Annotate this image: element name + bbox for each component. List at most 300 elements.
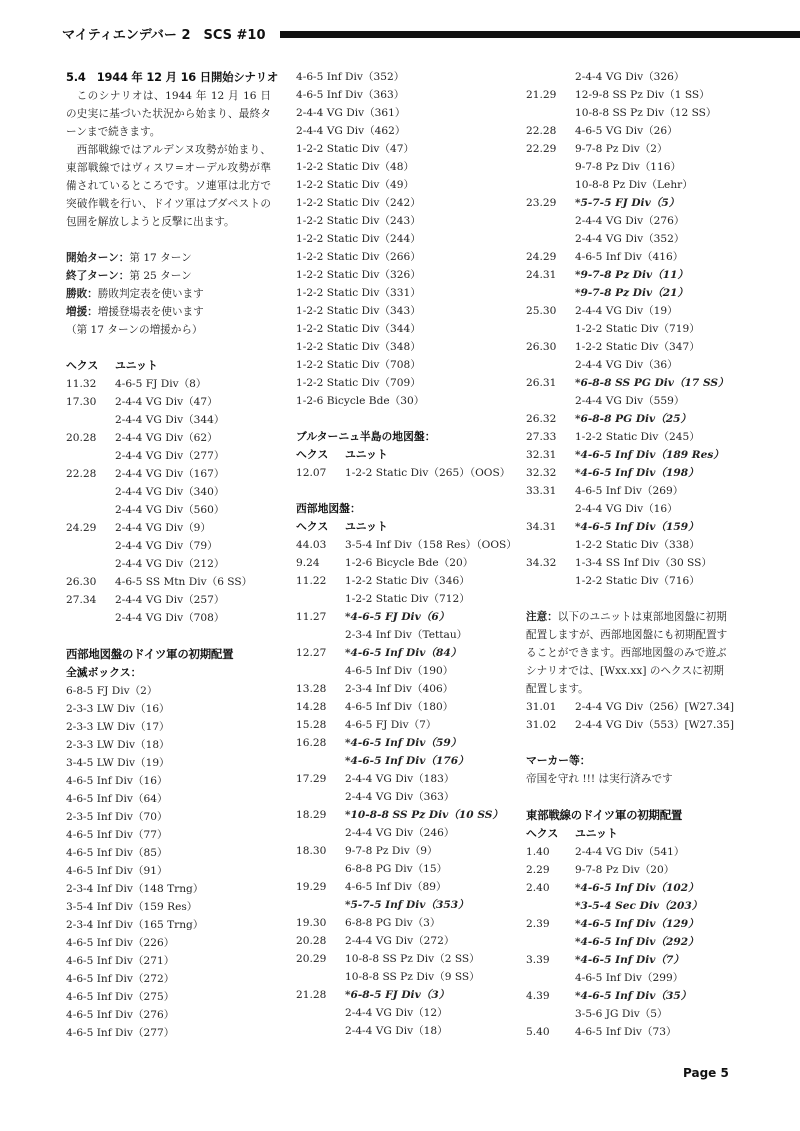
list-item: [526, 302, 746, 320]
markers-label: マーカー等：: [526, 754, 591, 767]
unit-cell: 1-2-2 Static Div（344）: [296, 323, 421, 335]
list-item: [296, 950, 506, 968]
unit-cell: 1-2-2 Static Div（346）: [345, 575, 470, 587]
unit-cell: 4-6-5 Inf Div（275）: [66, 991, 175, 1003]
list-item: [526, 374, 746, 392]
hex-cell: 27.33: [526, 431, 557, 443]
west-setup-heading: 西部地図盤のドイツ軍の初期配置: [66, 647, 234, 661]
unit-cell: 1-2-2 Static Div（331）: [296, 287, 421, 299]
unit-cell: 2-3-3 LW Div（18）: [66, 739, 170, 751]
unit-cell: 2-3-5 Inf Div（70）: [66, 811, 168, 823]
hex-cell: 18.29: [296, 809, 327, 821]
unit-cell: 1-2-2 Static Div（708）: [296, 359, 421, 371]
hex-cell: 21.28: [296, 989, 327, 1001]
hex-cell: 24.31: [526, 269, 557, 281]
list-item: [296, 968, 506, 986]
unit-cell: *9-7-8 Pz Div（11）: [575, 269, 689, 281]
list-item: [526, 969, 746, 987]
unit-cell: 3-5-4 Inf Div（158 Res）（OOS）: [345, 539, 517, 551]
start-turn: 開始ターン：第 17 ターン: [66, 252, 192, 264]
unit-cell: *4-6-5 Inf Div（7）: [575, 954, 684, 966]
brittany-heading: ブルターニュ半島の地図盤：: [296, 430, 436, 443]
unit-cell: 4-6-5 FJ Div（8）: [115, 378, 207, 390]
list-item: [66, 1024, 271, 1042]
unit-cell: 4-6-5 Inf Div（269）: [575, 485, 684, 497]
unit-cell: 1-3-4 SS Inf Div（30 SS）: [575, 557, 712, 569]
list-item: [296, 176, 506, 194]
unit-cell: 3-5-4 Inf Div（159 Res）: [66, 901, 198, 913]
unit-cell: 2-4-4 VG Div（553）[W27.35]: [575, 719, 734, 731]
unit-cell: 9-7-8 Pz Div（116）: [575, 161, 682, 173]
list-item: [66, 375, 271, 393]
list-item: [296, 230, 506, 248]
unit-cell: 2-3-3 LW Div（17）: [66, 721, 170, 733]
list-item: [526, 879, 746, 897]
unit-cell: 4-6-5 Inf Div（77）: [66, 829, 168, 841]
list-item: [66, 718, 271, 736]
unit-cell: *4-6-5 Inf Div（176）: [345, 755, 469, 767]
list-item: [526, 248, 746, 266]
note-line-4: 配置します。: [526, 683, 589, 695]
unit-cell: 1-2-2 Static Div（709）: [296, 377, 421, 389]
list-item: [526, 356, 746, 374]
list-item: [296, 860, 506, 878]
unit-cell: *4-6-5 Inf Div（189 Res）: [575, 449, 724, 461]
unit-cell: 2-3-4 Inf Div（Tettau）: [345, 629, 468, 641]
unit-cell: 9-7-8 Pz Div（9）: [345, 845, 438, 857]
unit-cell: *5-7-5 Inf Div（353）: [345, 899, 469, 911]
unit-cell: 1-2-2 Static Div（49）: [296, 179, 415, 191]
unit-cell: 4-6-5 Inf Div（276）: [66, 1009, 175, 1021]
reinforcements-note: （第 17 ターンの増援から）: [66, 324, 203, 336]
list-item: [296, 374, 506, 392]
unit-cell: 1-2-2 Static Div（347）: [575, 341, 700, 353]
hex-cell: 21.29: [526, 89, 557, 101]
list-item: [526, 933, 746, 951]
list-item: [526, 843, 746, 861]
list-item: [526, 284, 746, 302]
header-title: マイティエンデバー 2 SCS #10: [62, 28, 266, 43]
list-item: [296, 212, 506, 230]
unit-cell: 4-6-5 Inf Div（73）: [575, 1026, 677, 1038]
list-item: [66, 411, 271, 429]
hex-cell: 3.39: [526, 954, 550, 966]
unit-cell: 2-4-4 VG Div（462）: [296, 125, 406, 137]
list-item: [526, 212, 746, 230]
hex-cell: 2.39: [526, 918, 550, 930]
unit-cell: 2-4-4 VG Div（559）: [575, 395, 685, 407]
hex-cell: 22.28: [526, 125, 557, 137]
unit-cell: *6-8-8 PG Div（25）: [575, 413, 692, 425]
list-item: [526, 446, 746, 464]
scenario-paragraph-2: 西部戦線ではアルデンヌ攻勢が始まり、東部戦線ではヴィスワ=オーデル攻勢が準備されているところです。ソ連軍は北方で突破作戦を行い、ドイツ軍はブダペストの包囲を解放しようと反撃に出ます。: [66, 144, 271, 228]
list-item: [526, 716, 746, 734]
elim-box-label: 全滅ボックス：: [66, 666, 142, 679]
list-item: [66, 808, 271, 826]
list-item: [296, 932, 506, 950]
unit-cell: *10-8-8 SS Pz Div（10 SS）: [345, 809, 503, 821]
list-item: [526, 698, 746, 716]
list-item: [66, 609, 271, 627]
unit-cell: 2-4-4 VG Div（246）: [345, 827, 455, 839]
hex-cell: 14.28: [296, 701, 327, 713]
list-item: [66, 501, 271, 519]
unit-cell: 4-6-5 SS Mtn Div（6 SS）: [115, 576, 253, 588]
list-item: [526, 176, 746, 194]
unit-cell: 2-4-4 VG Div（326）: [575, 71, 685, 83]
list-item: [296, 392, 506, 410]
unit-cell: 2-4-4 VG Div（344）: [115, 414, 225, 426]
unit-cell: 4-6-5 Inf Div（64）: [66, 793, 168, 805]
unit-cell: *4-6-5 Inf Div（292）: [575, 936, 699, 948]
list-item: [66, 1006, 271, 1024]
unit-cell: 1-2-2 Static Div（712）: [345, 593, 470, 605]
unit-cell: 4-6-5 Inf Div（299）: [575, 972, 684, 984]
unit-cell: 1-2-2 Static Div（265）（OOS）: [345, 467, 511, 479]
list-item: [66, 591, 271, 609]
unit-cell: 2-4-4 VG Div（352）: [575, 233, 685, 245]
hex-cell: 20.28: [296, 935, 327, 947]
list-item: [66, 700, 271, 718]
list-item: [66, 844, 271, 862]
unit-cell: 4-6-5 Inf Div（16）: [66, 775, 168, 787]
unit-cell: 2-3-4 Inf Div（165 Trng）: [66, 919, 204, 931]
list-item: [526, 897, 746, 915]
hex-cell: 13.28: [296, 683, 327, 695]
hex-cell: 22.29: [526, 143, 557, 155]
list-item: [296, 266, 506, 284]
unit-cell: 4-6-5 Inf Div（85）: [66, 847, 168, 859]
unit-cell: 10-8-8 Pz Div（Lehr）: [575, 179, 693, 191]
unit-cell: 2-4-4 VG Div（47）: [115, 396, 218, 408]
unit-cell: 1-2-2 Static Div（348）: [296, 341, 421, 353]
list-item: [296, 356, 506, 374]
unit-cell: 1-2-6 Bicycle Bde（20）: [345, 557, 474, 569]
list-item: [296, 716, 506, 734]
unit-cell: 10-8-8 SS Pz Div（9 SS）: [345, 971, 480, 983]
hex-cell: 24.29: [526, 251, 557, 263]
unit-cell: 2-4-4 VG Div（12）: [345, 1007, 448, 1019]
list-item: [66, 393, 271, 411]
hex-cell: 25.30: [526, 305, 557, 317]
unit-cell: 4-6-5 Inf Div（363）: [296, 89, 405, 101]
list-item: [296, 842, 506, 860]
unit-cell: 9-7-8 Pz Div（2）: [575, 143, 668, 155]
list-item: [66, 934, 271, 952]
list-item: [296, 734, 506, 752]
list-item: [296, 986, 506, 1004]
hex-cell: 18.30: [296, 845, 327, 857]
unit-cell: *5-7-5 FJ Div（5）: [575, 197, 680, 209]
column-1: [66, 68, 279, 1042]
east-header: ヘクス ユニット: [526, 827, 618, 840]
setup-list-1: [66, 375, 271, 627]
hex-cell: 31.01: [526, 701, 557, 713]
list-item: [66, 519, 271, 537]
scenario-heading: 5.4 1944 年 12 月 16 日開始シナリオ: [66, 70, 279, 84]
unit-cell: 4-6-5 Inf Div（89）: [345, 881, 447, 893]
hex-cell: 11.32: [66, 378, 97, 390]
unit-cell: 4-6-5 FJ Div（7）: [345, 719, 437, 731]
unit-cell: 1-2-2 Static Div（338）: [575, 539, 700, 551]
unit-cell: *4-6-5 Inf Div（59）: [345, 737, 462, 749]
list-item: [296, 248, 506, 266]
hex-cell: 20.29: [296, 953, 327, 965]
unit-cell: *4-6-5 Inf Div（102）: [575, 882, 699, 894]
unit-cell: *6-8-8 SS PG Div（17 SS）: [575, 377, 729, 389]
list1-header: ヘクス ユニット: [66, 359, 158, 372]
unit-cell: *4-6-5 Inf Div（159）: [575, 521, 699, 533]
brittany-list: [296, 464, 511, 482]
hex-cell: 12.07: [296, 467, 327, 479]
hex-cell: 19.30: [296, 917, 327, 929]
hex-cell: 22.28: [66, 468, 97, 480]
unit-cell: 2-4-4 VG Div（276）: [575, 215, 685, 227]
list-item: [296, 824, 506, 842]
hex-cell: 34.32: [526, 557, 557, 569]
hex-cell: 9.24: [296, 557, 320, 569]
unit-cell: 4-6-5 Inf Div（271）: [66, 955, 175, 967]
unit-cell: 4-6-5 Inf Div（272）: [66, 973, 175, 985]
unit-cell: *3-5-4 Sec Div（203）: [575, 900, 703, 912]
list-item: [296, 554, 506, 572]
unit-cell: 4-6-5 Inf Div（91）: [66, 865, 168, 877]
hex-cell: 27.34: [66, 594, 97, 606]
end-turn: 終了ターン：第 25 ターン: [66, 270, 192, 282]
unit-cell: *4-6-5 FJ Div（6）: [345, 611, 450, 623]
unit-cell: *4-6-5 Inf Div（198）: [575, 467, 699, 479]
unit-cell: 4-6-5 Inf Div（352）: [296, 71, 405, 83]
list-item: [66, 465, 271, 483]
list-item: [296, 536, 517, 554]
list-item: [526, 915, 746, 933]
unit-cell: 1-2-2 Static Div（326）: [296, 269, 421, 281]
west-map-list-cont: [526, 68, 746, 590]
unit-cell: 2-3-4 Inf Div（406）: [345, 683, 454, 695]
list-item: [296, 806, 506, 824]
list-item: [296, 194, 506, 212]
hex-cell: 16.28: [296, 737, 327, 749]
list-item: [526, 122, 746, 140]
west-map-heading: 西部地図盤：: [296, 502, 361, 515]
hex-cell: 5.40: [526, 1026, 550, 1038]
list-item: [296, 1004, 506, 1022]
hex-cell: 33.31: [526, 485, 557, 497]
hex-cell: 20.28: [66, 432, 97, 444]
markers-text: 帝国を守れ !!! は実行済みです: [526, 773, 673, 785]
hex-cell: 32.32: [526, 467, 557, 479]
hex-cell: 31.02: [526, 719, 557, 731]
list-item: [296, 626, 506, 644]
unit-cell: 2-4-4 VG Div（212）: [115, 558, 225, 570]
unit-cell: 2-4-4 VG Div（363）: [345, 791, 455, 803]
list-item: [296, 896, 506, 914]
list-item: [66, 970, 271, 988]
unit-cell: *9-7-8 Pz Div（21）: [575, 287, 689, 299]
list-item: [296, 104, 506, 122]
unit-cell: 4-6-5 Inf Div（180）: [345, 701, 454, 713]
unit-cell: 2-3-4 Inf Div（148 Trng）: [66, 883, 204, 895]
hex-cell: 11.27: [296, 611, 327, 623]
list-item: [296, 788, 506, 806]
list-item: [296, 662, 506, 680]
list-item: [296, 338, 506, 356]
unit-cell: 1-2-2 Static Div（47）: [296, 143, 415, 155]
unit-cell: 10-8-8 SS Pz Div（12 SS）: [575, 107, 717, 119]
unit-cell: 4-6-5 Inf Div（226）: [66, 937, 175, 949]
unit-cell: 2-4-4 VG Div（183）: [345, 773, 455, 785]
list-item: [526, 861, 746, 879]
hex-cell: 26.30: [66, 576, 97, 588]
note-line-0: 注意：以下のユニットは東部地図盤に初期: [526, 611, 727, 623]
list-item: [296, 140, 506, 158]
unit-cell: 1-2-2 Static Div（244）: [296, 233, 421, 245]
list-item: [66, 483, 271, 501]
list-item: [296, 752, 506, 770]
unit-cell: 1-2-2 Static Div（245）: [575, 431, 700, 443]
note-line-1: 配置しますが、西部地図盤にも初期配置す: [526, 629, 728, 641]
hex-cell: 11.22: [296, 575, 327, 587]
hex-cell: 19.29: [296, 881, 327, 893]
list-item: [526, 1023, 746, 1041]
unit-cell: 1-2-2 Static Div（719）: [575, 323, 700, 335]
unit-cell: 2-3-3 LW Div（16）: [66, 703, 170, 715]
list-item: [296, 590, 506, 608]
hex-cell: 26.32: [526, 413, 557, 425]
unit-cell: 2-4-4 VG Div（708）: [115, 612, 225, 624]
list-item: [296, 302, 506, 320]
hex-cell: 4.39: [526, 990, 550, 1002]
list-item: [526, 68, 746, 86]
list-item: [526, 338, 746, 356]
page-number: Page 5: [683, 1066, 729, 1080]
list-item: [526, 428, 746, 446]
hex-cell: 24.29: [66, 522, 97, 534]
unit-cell: *4-6-5 Inf Div（129）: [575, 918, 699, 930]
hex-cell: 23.29: [526, 197, 557, 209]
hex-cell: 17.29: [296, 773, 327, 785]
hex-cell: 44.03: [296, 539, 327, 551]
unit-cell: 1-2-2 Static Div（243）: [296, 215, 421, 227]
list-item: [66, 898, 271, 916]
east-heading: 東部戦線のドイツ軍の初期配置: [526, 808, 683, 822]
unit-cell: 2-4-4 VG Div（9）: [115, 522, 212, 534]
unit-cell: 9-7-8 Pz Div（20）: [575, 864, 675, 876]
unit-cell: 1-2-2 Static Div（716）: [575, 575, 700, 587]
unit-cell: 2-4-4 VG Div（36）: [575, 359, 678, 371]
note-rows: [526, 698, 746, 734]
unit-cell: 2-4-4 VG Div（541）: [575, 846, 685, 858]
unit-cell: 3-5-6 JG Div（5）: [575, 1008, 668, 1020]
unit-cell: 1-2-6 Bicycle Bde（30）: [296, 395, 425, 407]
list-item: [526, 230, 746, 248]
list-item: [296, 770, 506, 788]
hex-cell: 17.30: [66, 396, 97, 408]
list-item: [66, 682, 271, 700]
hex-cell: 15.28: [296, 719, 327, 731]
list-item: [526, 104, 746, 122]
column-2: [296, 68, 517, 1040]
unit-cell: 2-4-4 VG Div（257）: [115, 594, 225, 606]
unit-cell: 2-4-4 VG Div（256）[W27.34]: [575, 701, 734, 713]
list-item: [296, 878, 506, 896]
list-item: [526, 86, 746, 104]
list-item: [66, 862, 271, 880]
unit-cell: *4-6-5 Inf Div（84）: [345, 647, 462, 659]
list-item: [296, 68, 506, 86]
unit-cell: 2-4-4 VG Div（79）: [115, 540, 218, 552]
list-item: [66, 754, 271, 772]
list-item: [526, 392, 746, 410]
hex-cell: 34.31: [526, 521, 557, 533]
header-rule: [280, 31, 800, 38]
list-item: [526, 536, 746, 554]
list-item: [296, 1022, 506, 1040]
hex-cell: 26.31: [526, 377, 557, 389]
list-item: [66, 555, 271, 573]
list-item: [296, 608, 506, 626]
list-item: [296, 158, 506, 176]
list-item: [66, 826, 271, 844]
unit-cell: 2-4-4 VG Div（340）: [115, 486, 225, 498]
list-item: [526, 951, 746, 969]
list-item: [66, 916, 271, 934]
reinforcements: 増援：増援登場表を使います: [66, 306, 204, 318]
list-item: [66, 790, 271, 808]
unit-cell: 2-4-4 VG Div（167）: [115, 468, 225, 480]
list-item: [296, 122, 506, 140]
unit-cell: *4-6-5 Inf Div（35）: [575, 990, 692, 1002]
list-item: [526, 482, 746, 500]
unit-cell: 4-6-5 Inf Div（190）: [345, 665, 454, 677]
list-item: [526, 410, 746, 428]
list-item: [296, 698, 506, 716]
unit-cell: 3-4-5 LW Div（19）: [66, 757, 170, 769]
unit-cell: 2-4-4 VG Div（560）: [115, 504, 225, 516]
unit-cell: 2-4-4 VG Div（18）: [345, 1025, 448, 1037]
list-item: [296, 86, 506, 104]
unit-cell: 10-8-8 SS Pz Div（2 SS）: [345, 953, 480, 965]
list-item: [296, 680, 506, 698]
unit-cell: 2-4-4 VG Div（272）: [345, 935, 455, 947]
unit-cell: 6-8-8 PG Div（15）: [345, 863, 448, 875]
unit-cell: 4-6-5 Inf Div（416）: [575, 251, 684, 263]
hex-cell: 32.31: [526, 449, 557, 461]
list-item: [66, 736, 271, 754]
list-item: [526, 158, 746, 176]
list-item: [526, 518, 746, 536]
elim-box-list-cont: [296, 68, 506, 410]
hex-cell: 2.29: [526, 864, 550, 876]
list-item: [296, 284, 506, 302]
list-item: [296, 320, 506, 338]
brittany-header: ヘクス ユニット: [296, 448, 388, 461]
list-item: [526, 572, 746, 590]
list-item: [66, 447, 271, 465]
list-item: [296, 644, 506, 662]
list-item: [66, 537, 271, 555]
unit-cell: 2-4-4 VG Div（19）: [575, 305, 678, 317]
hex-cell: 1.40: [526, 846, 550, 858]
unit-cell: 4-6-5 Inf Div（277）: [66, 1027, 175, 1039]
unit-cell: 1-2-2 Static Div（266）: [296, 251, 421, 263]
list-item: [296, 464, 511, 482]
unit-cell: 2-4-4 VG Div（16）: [575, 503, 678, 515]
list-item: [526, 554, 746, 572]
list-item: [66, 429, 271, 447]
unit-cell: 1-2-2 Static Div（242）: [296, 197, 421, 209]
hex-cell: 26.30: [526, 341, 557, 353]
